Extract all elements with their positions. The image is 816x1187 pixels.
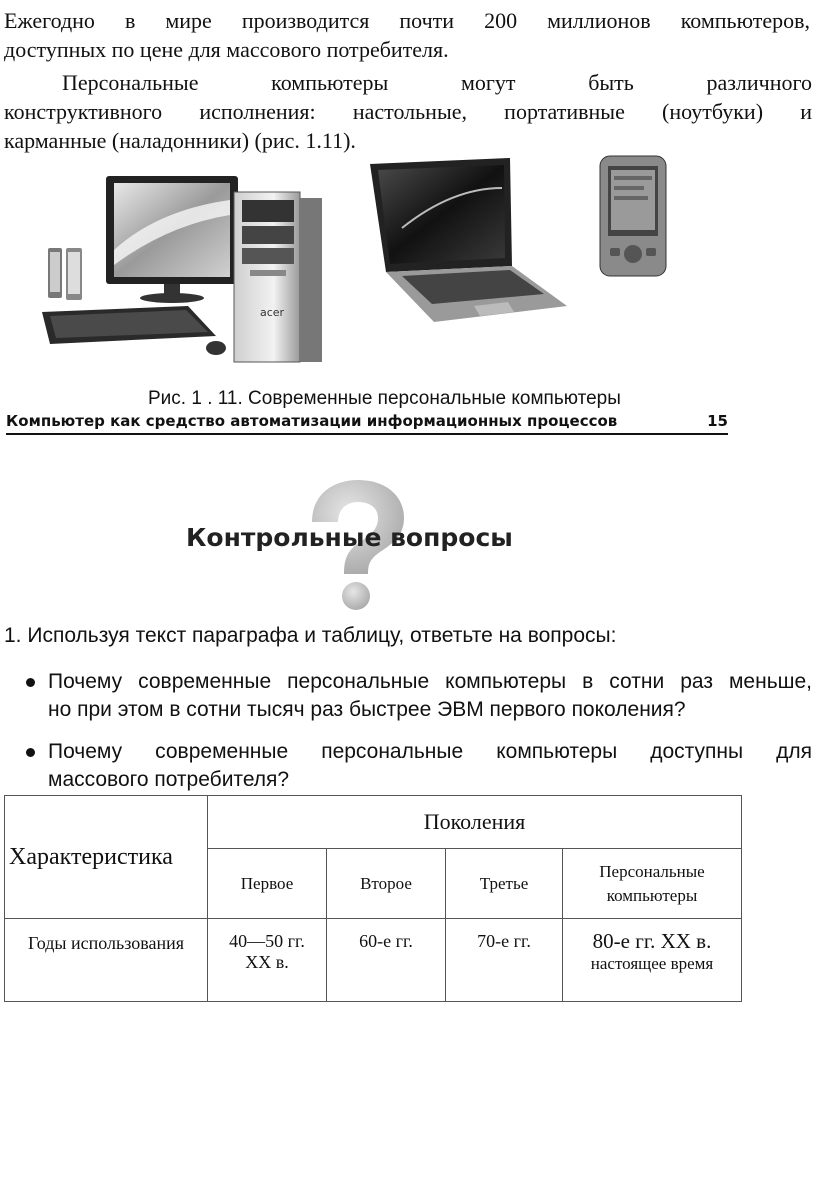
bullet-icon xyxy=(26,748,35,757)
header-generations: Поколения xyxy=(208,796,742,849)
bullet-icon xyxy=(26,678,35,687)
generation-header: Первое xyxy=(208,849,327,919)
pda-image xyxy=(596,152,676,282)
list-item-line: массового потребителя? xyxy=(48,768,290,791)
paragraph-line: карманные (наладонники) (рис. 1.11). xyxy=(4,128,356,153)
generation-header: Третье xyxy=(446,849,563,919)
cell-line: 80-е гг. XX в. xyxy=(592,929,712,953)
task-text: 1. Используя текст параграфа и таблицу, ответьте на вопросы: xyxy=(4,624,617,647)
cell-line: XX в. xyxy=(245,952,289,972)
list-item xyxy=(26,668,812,724)
header-characteristic: Характеристика xyxy=(5,796,208,919)
brand-logo: acer xyxy=(260,306,285,319)
paragraph-line: Ежегодно в мире производится почти 200 миллионов компьютеров, xyxy=(4,8,810,33)
section-title: Контрольные вопросы xyxy=(186,523,513,552)
list-item xyxy=(26,738,812,794)
desktop-computer-image xyxy=(38,170,338,370)
row-label: Годы использования xyxy=(5,919,208,1002)
generation-header: Второе xyxy=(327,849,446,919)
generation-header: Персональные компьютеры xyxy=(563,849,742,919)
paragraph-line: конструктивного исполнения: настольные, портативные (ноутбуки) и xyxy=(4,99,812,124)
paragraph-line: Персональные компьютеры могут быть различного xyxy=(62,70,812,95)
running-header-title: Компьютер как средство автоматизации информационных процессов xyxy=(6,412,618,430)
table-cell xyxy=(208,919,327,1002)
table-cell xyxy=(327,919,446,1002)
page-number: 15 xyxy=(707,412,728,430)
running-header xyxy=(6,412,728,435)
paragraph-intro xyxy=(4,6,810,64)
list-item-line: Почему современные персональные компьютеры в сотни раз меньше, xyxy=(48,670,812,693)
list-item-line: но при этом в сотни тысяч раз быстрее ЭВМ первого поколения? xyxy=(48,698,686,721)
cell-line: 70-е гг. xyxy=(477,931,531,951)
table-cell xyxy=(446,919,563,1002)
list-item-line: Почему современные персональные компьютеры доступны для xyxy=(48,740,812,763)
table-cell xyxy=(563,919,742,1002)
laptop-image xyxy=(362,158,572,328)
paragraph-line: доступных по цене для массового потребителя. xyxy=(4,37,449,62)
cell-line: 40—50 гг. xyxy=(229,931,305,951)
cell-line: 60-е гг. xyxy=(359,931,413,951)
cell-line: настоящее время xyxy=(590,954,714,973)
generations-table xyxy=(4,795,742,1002)
figure-caption: Рис. 1 . 11. Современные персональные компьютеры xyxy=(148,388,621,409)
paragraph-types xyxy=(4,68,812,155)
